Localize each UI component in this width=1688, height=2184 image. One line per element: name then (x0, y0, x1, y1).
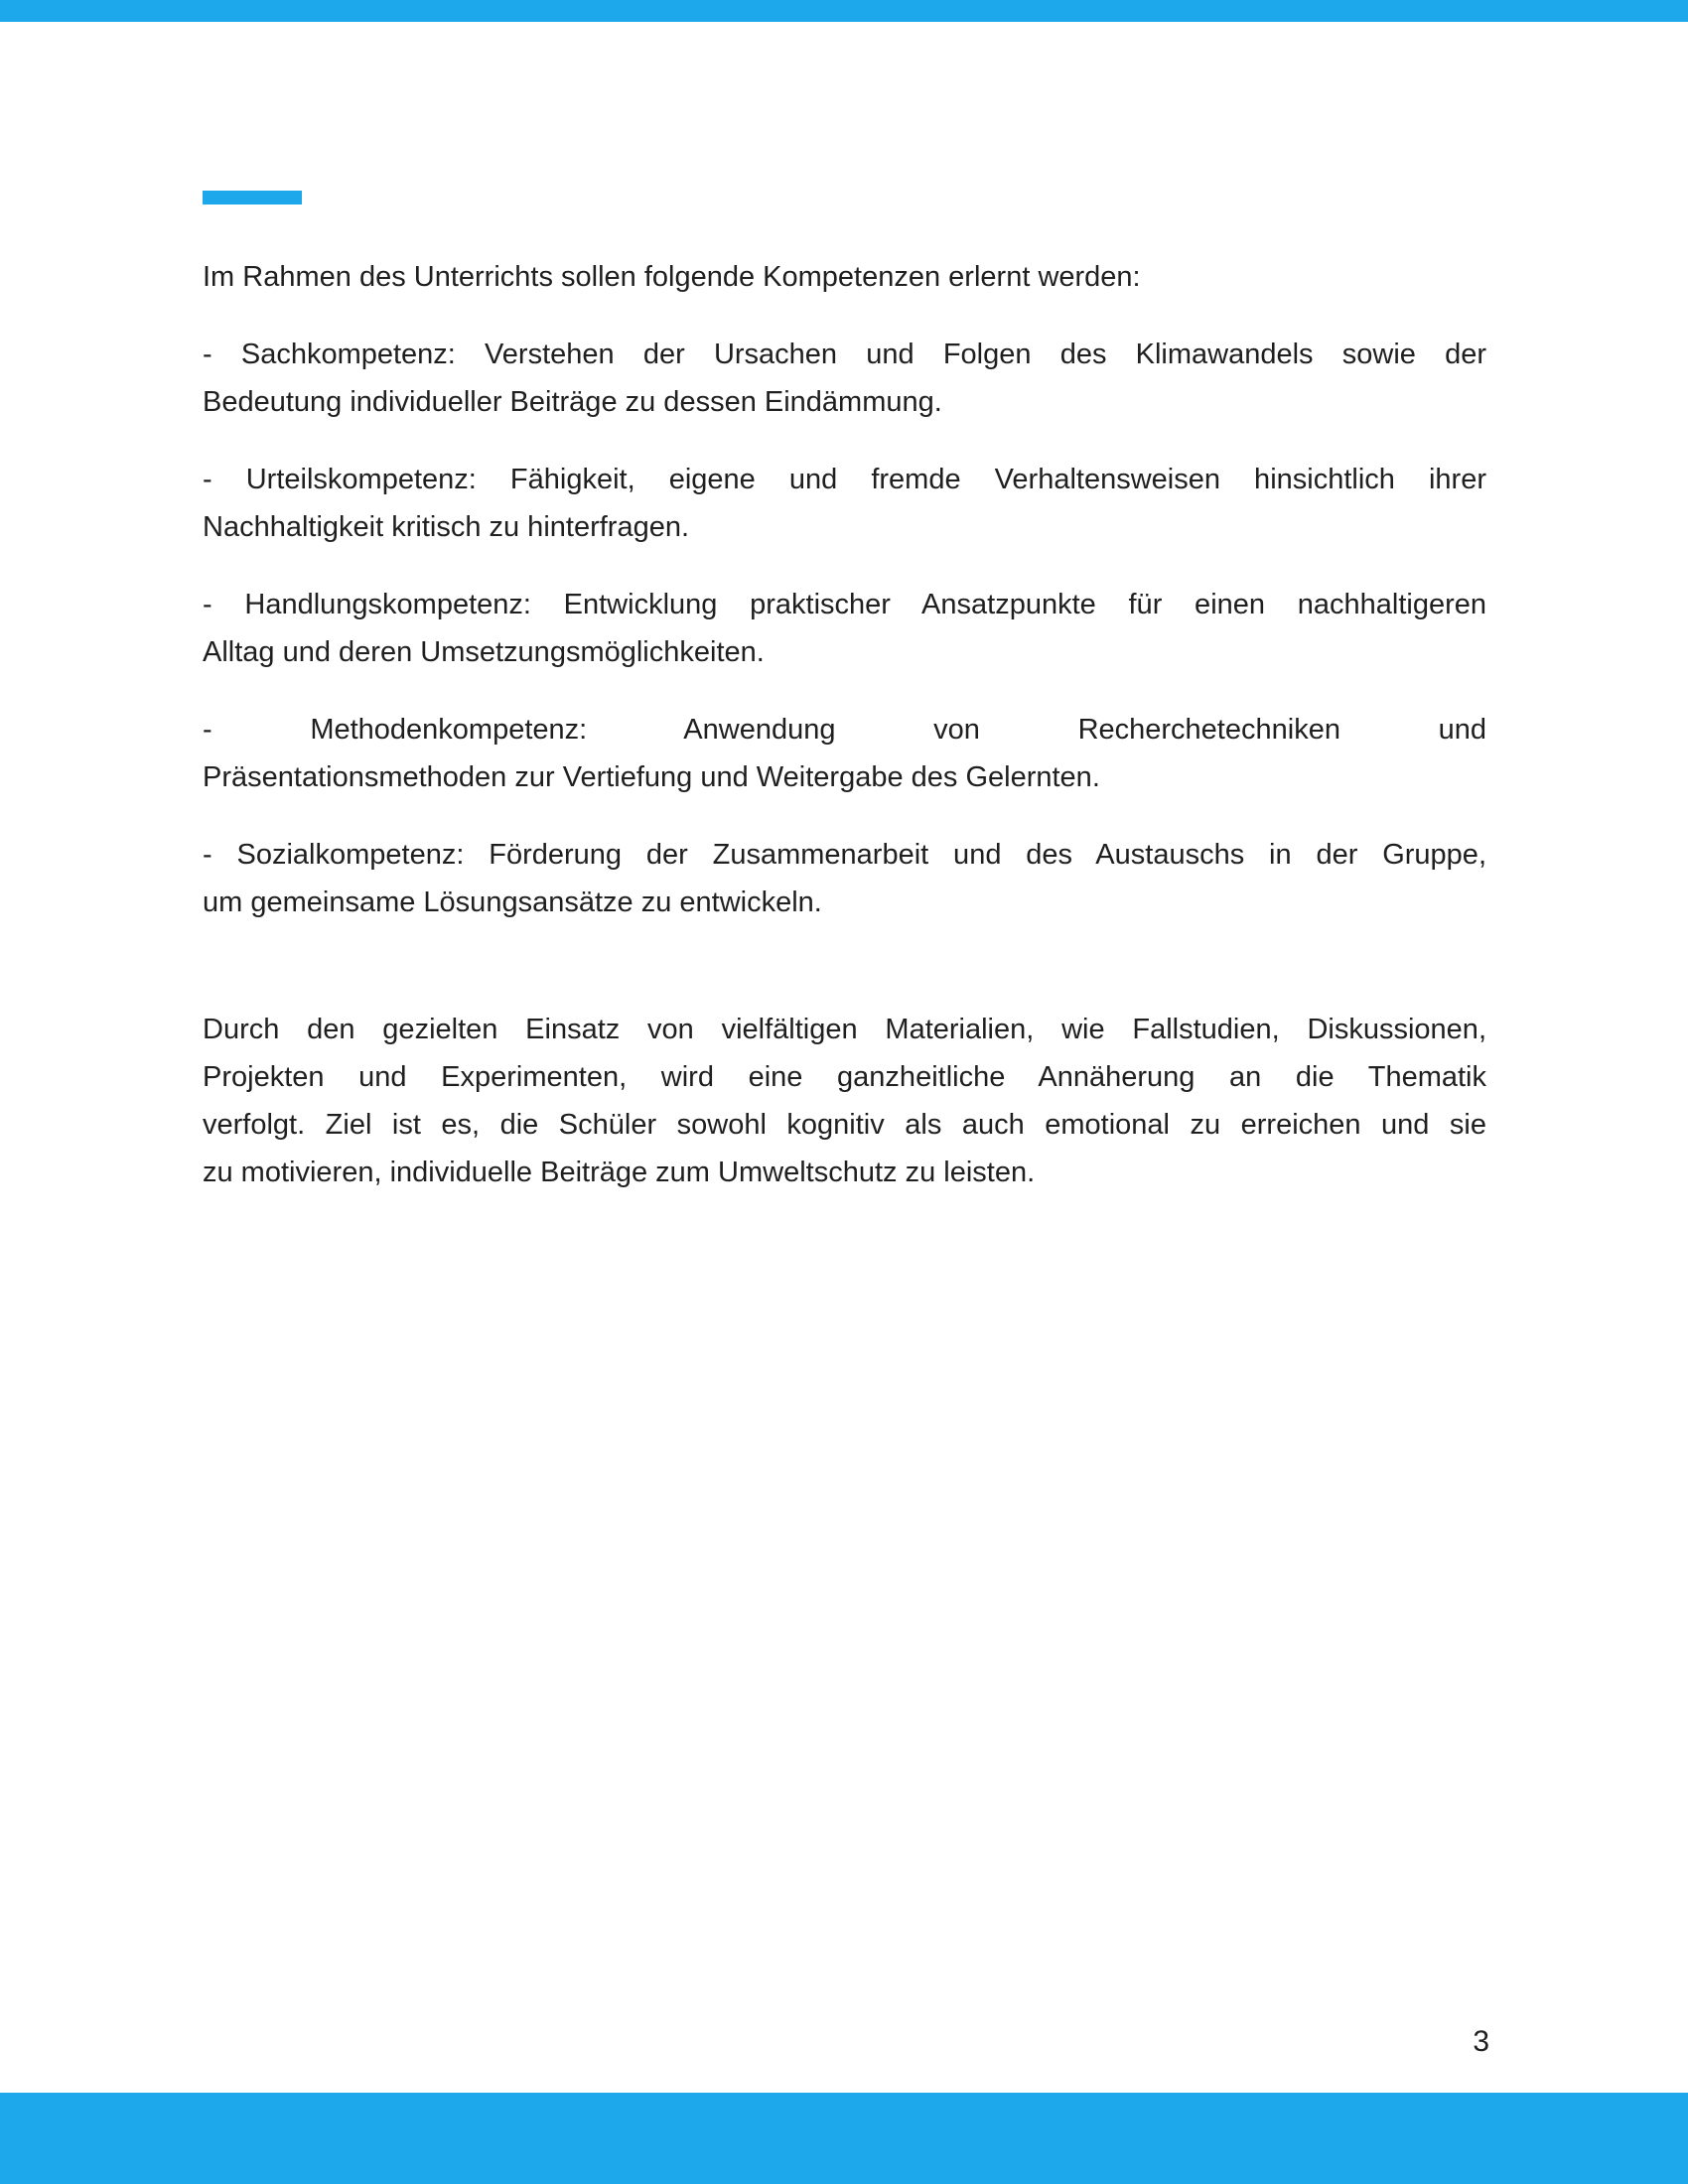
paragraph-methodenkompetenz (203, 706, 1486, 801)
text-line: - Handlungskompetenz: Entwicklung praktischer Ansatzpunkte für einen nachhaltigeren (203, 589, 1486, 620)
paragraph-closing (203, 1006, 1486, 1196)
text-line: um gemeinsame Lösungsansätze zu entwickeln. (203, 887, 822, 918)
text-line: Bedeutung individueller Beiträge zu dessen Eindämmung. (203, 386, 942, 418)
text-line: zu motivieren, individuelle Beiträge zum Umweltschutz zu leisten. (203, 1157, 1036, 1188)
page-number: 3 (1473, 2025, 1489, 2058)
text-line: Präsentationsmethoden zur Vertiefung und Weitergabe des Gelernten. (203, 761, 1100, 793)
top-accent-bar (0, 0, 1688, 22)
text-line: Nachhaltigkeit kritisch zu hinterfragen. (203, 511, 690, 543)
section-accent-rectangle (203, 191, 302, 205)
text-line: - Sozialkompetenz: Förderung der Zusammenarbeit und des Austauschs in der Gruppe, (203, 839, 1486, 871)
footer-accent-bar (0, 2093, 1688, 2184)
paragraph-urteilskompetenz (203, 456, 1486, 551)
body-text (203, 253, 1486, 1226)
paragraph-sozialkompetenz (203, 831, 1486, 926)
paragraph-intro (203, 253, 1486, 301)
text-line: - Urteilskompetenz: Fähigkeit, eigene und fremde Verhaltensweisen hinsichtlich ihrer (203, 464, 1486, 495)
text-line: verfolgt. Ziel ist es, die Schüler sowohl kognitiv als auch emotional zu erreichen und sie (203, 1109, 1486, 1141)
paragraph-handlungskompetenz (203, 581, 1486, 676)
text-line: Alltag und deren Umsetzungsmöglichkeiten. (203, 636, 765, 668)
text-line: - Methodenkompetenz: Anwendung von Recherchetechniken und (203, 714, 1486, 746)
text-line: Durch den gezielten Einsatz von vielfältigen Materialien, wie Fallstudien, Diskussionen, (203, 1014, 1486, 1045)
text-line: - Sachkompetenz: Verstehen der Ursachen und Folgen des Klimawandels sowie der (203, 339, 1486, 370)
paragraph-sachkompetenz (203, 331, 1486, 426)
text-line: Im Rahmen des Unterrichts sollen folgende Kompetenzen erlernt werden: (203, 261, 1141, 293)
text-line: Projekten und Experimenten, wird eine ganzheitliche Annäherung an die Thematik (203, 1061, 1486, 1093)
